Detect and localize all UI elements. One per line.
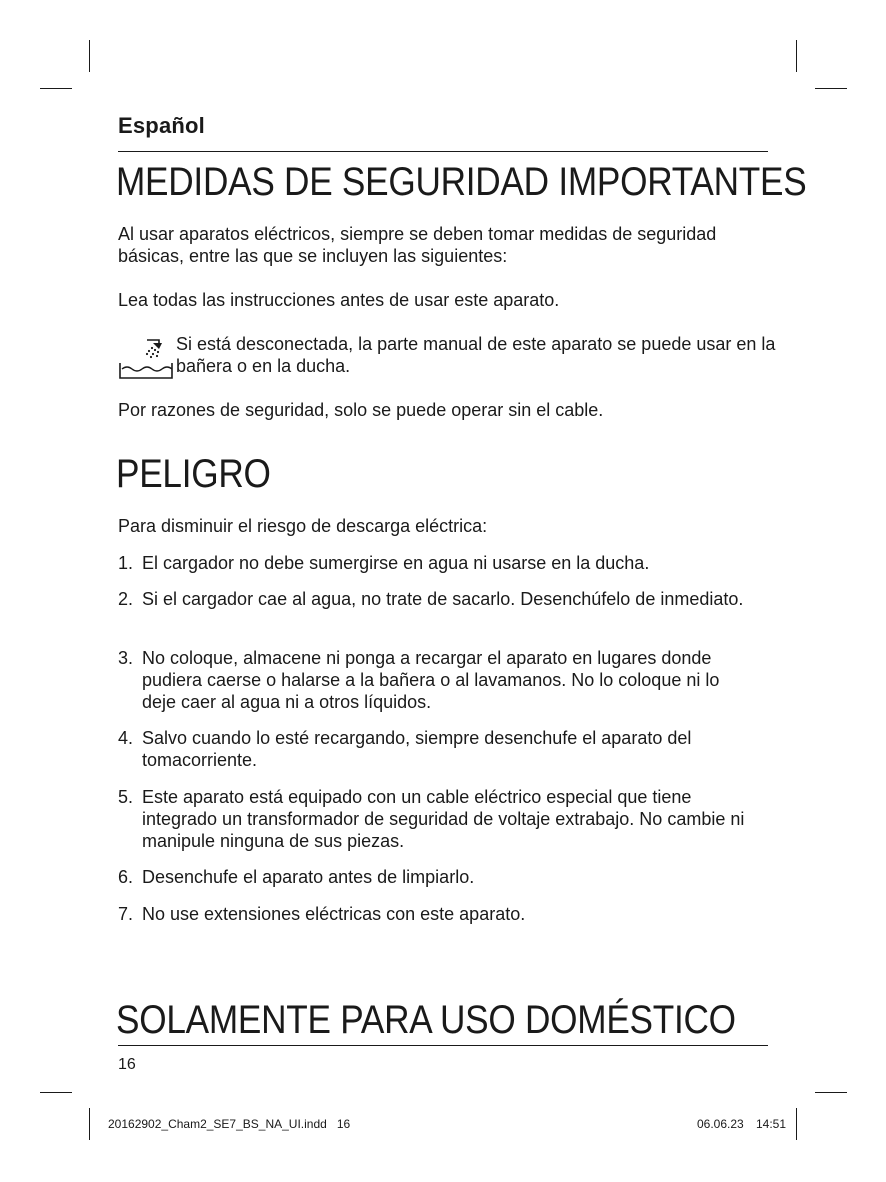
list-number: 5. [118, 787, 134, 807]
list-text: Salvo cuando lo esté recargando, siempre desenchufe el aparato del tomacorriente. [142, 728, 692, 770]
danger-intro: Para disminuir el riesgo de descarga eléctrica: [118, 516, 488, 536]
list-text: El cargador no debe sumergirse en agua ni usarse en la ducha. [142, 553, 650, 573]
list-text: No use extensiones eléctricas con este aparato. [142, 904, 526, 924]
safety-title: MEDIDAS DE SEGURIDAD IMPORTANTES [116, 160, 807, 204]
print-time: 14:51 [756, 1117, 787, 1131]
language-label: Español [118, 113, 205, 138]
list-number: 2. [118, 589, 134, 609]
list-item [118, 647, 758, 713]
list-item [118, 786, 768, 852]
bathtub-shower-icon [118, 335, 174, 379]
list-item [118, 866, 778, 888]
bath-warning [118, 333, 778, 381]
list-text: Desenchufe el aparato antes de limpiarlo. [142, 867, 475, 887]
print-file-info: 20162902_Cham2_SE7_BS_NA_UI.indd 16 [108, 1117, 351, 1131]
list-item [118, 552, 778, 574]
list-text: Si el cargador cae al agua, no trate de sacarlo. Desenchúfelo de inmediato. [142, 589, 744, 609]
crop-mark-top-left [89, 40, 90, 72]
household-title: SOLAMENTE PARA USO DOMÉSTICO [116, 998, 736, 1042]
list-number: 7. [118, 904, 134, 924]
list-number: 6. [118, 867, 134, 887]
list-text: Este aparato está equipado con un cable eléctrico especial que tiene integrado un transformador de seguridad de voltaje extrabajo. No cambie ni manipule ninguna de sus piezas. [142, 787, 745, 851]
list-item [118, 903, 778, 925]
crop-mark-top-right-h [815, 88, 847, 89]
danger-title: PELIGRO [116, 452, 271, 496]
footer-rule [118, 1045, 768, 1046]
safety-intro: Al usar aparatos eléctricos, siempre se deben tomar medidas de seguridad básicas, entre las que se incluyen las siguientes: [118, 224, 717, 266]
crop-mark-bottom-right-h [815, 1092, 847, 1093]
header-rule [118, 151, 768, 152]
crop-mark-top-left-h [40, 88, 72, 89]
list-number: 3. [118, 648, 134, 668]
cordless-note: Por razones de seguridad, solo se puede operar sin el cable. [118, 400, 604, 420]
read-all-instructions: Lea todas las instrucciones antes de usar este aparato. [118, 290, 560, 310]
crop-mark-bottom-right [796, 1108, 797, 1140]
crop-mark-bottom-left [89, 1108, 90, 1140]
list-text: No coloque, almacene ni ponga a recargar el aparato en lugares donde pudiera caerse o halarse a la bañera o al lavamanos. No lo coloque ni lo deje caer al agua ni a otros líquidos. [142, 648, 720, 712]
print-date: 06.06.23 [697, 1117, 744, 1131]
list-item [118, 727, 778, 771]
list-number: 1. [118, 553, 134, 573]
crop-mark-bottom-left-h [40, 1092, 72, 1093]
list-number: 4. [118, 728, 134, 748]
page-number: 16 [118, 1056, 136, 1073]
list-item [118, 588, 748, 610]
bath-warning-text: Si está desconectada, la parte manual de este aparato se puede usar en la bañera o en la ducha. [176, 334, 776, 376]
crop-mark-top-right [796, 40, 797, 72]
